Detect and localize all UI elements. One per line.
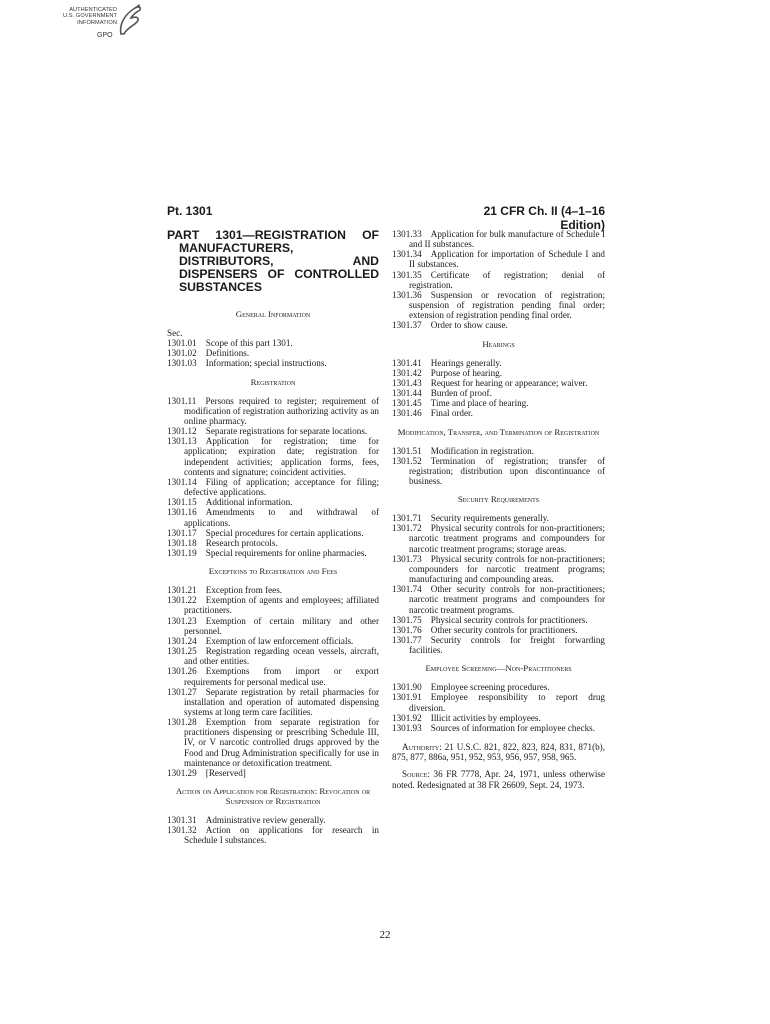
section-title: Exception from fees. (205, 585, 283, 596)
toc-entry (167, 585, 379, 595)
toc-entry (167, 497, 379, 507)
sec-label: Sec. (167, 328, 183, 338)
toc-entry (392, 320, 605, 330)
section-number: 1301.03 (167, 358, 197, 369)
section-title: Application for bulk manufacture of Schedule I and II substances. (409, 229, 605, 250)
toc-entry (392, 290, 605, 320)
toc-entry (167, 436, 379, 477)
section-number: 1301.76 (392, 624, 422, 635)
section-title: Registration regarding ocean vessels, aircraft, and other entities. (184, 646, 379, 667)
section-number: 1301.91 (392, 692, 422, 703)
section-heading: Hearings (482, 338, 515, 349)
section-number: 1301.14 (167, 476, 197, 487)
section-title: Administrative review generally. (205, 815, 326, 826)
toc-entry (392, 229, 605, 249)
logo-caption (57, 7, 117, 26)
section-title: Definitions. (205, 348, 250, 359)
toc-entry (392, 270, 605, 290)
section-number: 1301.74 (392, 584, 422, 595)
toc-entry (392, 615, 605, 625)
section-number: 1301.28 (167, 717, 197, 728)
toc-entry (392, 249, 605, 269)
section-title: Final order. (430, 408, 473, 419)
section-title: Other security controls for practitioners. (430, 624, 578, 635)
toc-entry (167, 815, 379, 825)
section-title: Order to show cause. (430, 320, 508, 331)
toc-entry (167, 348, 379, 358)
source-text: 36 FR 7778, Apr. 24, 1971, unless otherwise noted. Redesignated at 38 FR 26609, Sept. 24, 1973. (392, 769, 606, 790)
section-heading: Action on Application for Registration: Revocation or Suspension of Registration (175, 786, 371, 807)
toc-entry (392, 554, 605, 584)
section-heading: Registration (250, 376, 296, 387)
toc-entry (167, 595, 379, 615)
section-number: 1301.43 (392, 377, 422, 388)
section-number: 1301.41 (392, 357, 422, 368)
section-number: 1301.25 (167, 646, 197, 657)
section-heading: Employee Screening—Non-Practitioners (425, 663, 572, 674)
section-title: Scope of this part 1301. (205, 338, 293, 349)
toc-entry (167, 338, 379, 348)
section-title: Exemption from separate registration for practitioners dispensing or prescribing Schedule III, IV, or V narcotic controlled drugs approved by the Food and Drug Administration specifically for use in maintenance or detoxification treatment. (184, 717, 379, 768)
running-head-part: Pt. 1301 (167, 204, 213, 218)
section-heading: Security Requirements (457, 494, 540, 505)
section-number: 1301.75 (392, 614, 422, 625)
toc-entry (392, 723, 605, 733)
section-number: 1301.37 (392, 320, 422, 331)
toc-entry (167, 646, 379, 666)
section-number: 1301.42 (392, 367, 422, 378)
section-title: Security controls for freight forwarding facilities. (409, 635, 605, 656)
section-title: Research protocols. (205, 537, 278, 548)
section-number: 1301.22 (167, 595, 197, 606)
toc-entry (167, 528, 379, 538)
section-title: Information; special instructions. (205, 358, 327, 369)
toc-entry (392, 358, 605, 368)
section-title: Purpose of hearing. (430, 367, 502, 378)
section-number: 1301.15 (167, 497, 197, 508)
section-number: 1301.34 (392, 249, 422, 260)
section-number: 1301.01 (167, 338, 197, 349)
toc-entry (392, 682, 605, 692)
section-title: Physical security controls for practitioners. (430, 614, 588, 625)
toc-entry (392, 523, 605, 553)
authority-text: 21 U.S.C. 821, 822, 823, 824, 831, 871(b), 875, 877, 886a, 951, 952, 953, 956, 957, 958, 965. (392, 742, 605, 763)
section-number: 1301.13 (167, 436, 197, 447)
logo-line-1: AUTHENTICATED (69, 7, 117, 13)
section-number: 1301.18 (167, 537, 197, 548)
section-title: Exemption of law enforcement officials. (205, 635, 354, 646)
toc-entry (392, 408, 605, 418)
toc-entry (167, 666, 379, 686)
section-number: 1301.29 (167, 767, 197, 778)
section-title: Exemptions from import or export requirements for personal medical use. (184, 666, 379, 687)
section-title: Amendments to and withdrawal of applications. (184, 507, 379, 528)
section-number: 1301.44 (392, 388, 422, 399)
section-title: Hearings generally. (430, 357, 502, 368)
section-title: Exemption of certain military and other personnel. (184, 615, 379, 636)
section-title: Application for registration; time for application; expiration date; registration for independent activities; application forms, fees, contents and signature; coincident activities. (184, 436, 379, 477)
section-title: Persons required to register; requirement of modification of registration authorizing activity as an online pharmacy. (184, 395, 379, 426)
toc-entry (392, 513, 605, 523)
eagle-icon (115, 4, 143, 38)
section-title: Termination of registration; transfer of registration; distribution upon discontinuance of business. (409, 455, 605, 486)
toc-entry (167, 616, 379, 636)
section-number: 1301.93 (392, 722, 422, 733)
section-number: 1301.92 (392, 712, 422, 723)
section-title: Special requirements for online pharmacies. (205, 547, 367, 558)
toc-entry (392, 692, 605, 712)
section-title: Request for hearing or appearance; waiver. (430, 377, 588, 388)
section-number: 1301.27 (167, 686, 197, 697)
section-number: 1301.11 (167, 395, 197, 406)
section-number: 1301.46 (392, 408, 422, 419)
section-number: 1301.02 (167, 348, 197, 359)
toc-entry (167, 548, 379, 558)
section-title: Additional information. (205, 497, 293, 508)
section-number: 1301.31 (167, 815, 197, 826)
toc-entry (392, 378, 605, 388)
authority-note (392, 742, 605, 762)
toc-entry (392, 388, 605, 398)
section-title: [Reserved] (205, 767, 246, 778)
toc-entry (392, 635, 605, 655)
toc-entry (392, 456, 605, 486)
part-title: PART 1301—REGISTRATION OF MANUFACTURERS, DISTRIBUTORS, AND DISPENSERS OF CONTROLLED SUBSTANCES (167, 228, 379, 294)
section-number: 1301.26 (167, 666, 197, 677)
section-title: Exemption of agents and employees; affiliated practitioners. (184, 595, 379, 616)
toc-entry (392, 584, 605, 614)
section-number: 1301.71 (392, 513, 422, 524)
section-title: Modification in registration. (430, 445, 534, 456)
section-title: Filing of application; acceptance for filing; defective applications. (184, 476, 379, 498)
toc-entry (167, 717, 379, 768)
toc-entry (167, 687, 379, 717)
section-title: Security requirements generally. (430, 513, 550, 524)
source-label: Source: (402, 769, 430, 780)
section-title: Suspension or revocation of registration; suspension of registration pending final order; extension of registration pending final order. (409, 289, 605, 321)
section-title: Illicit activities by employees. (430, 712, 541, 723)
section-number: 1301.16 (167, 507, 197, 518)
section-title: Separate registration by retail pharmacies for installation and operation of automated dispensing systems at long term care facilities. (184, 686, 379, 717)
section-number: 1301.36 (392, 289, 422, 300)
section-number: 1301.77 (392, 635, 422, 645)
toc-entry (167, 636, 379, 646)
section-number: 1301.21 (167, 585, 197, 596)
section-title: Sources of information for employee checks. (430, 722, 595, 733)
page-number: 22 (379, 929, 391, 941)
section-title: Burden of proof. (430, 388, 492, 399)
section-number: 1301.35 (392, 269, 422, 280)
section-title: Time and place of hearing. (430, 398, 529, 409)
section-number: 1301.33 (392, 229, 422, 239)
section-number: 1301.45 (392, 398, 422, 409)
toc-entry (167, 477, 379, 497)
right-column (392, 229, 605, 797)
toc-entry (167, 426, 379, 436)
section-number: 1301.51 (392, 445, 422, 456)
toc-entry (392, 625, 605, 635)
section-title: Employee responsibility to report drug diversion. (409, 692, 605, 713)
logo-line-2: U.S. GOVERNMENT (62, 13, 117, 20)
gpo-authentication-logo (57, 4, 143, 44)
authority-label: Authority: (402, 742, 442, 753)
toc-entry (392, 368, 605, 378)
section-number: 1301.17 (167, 527, 197, 538)
section-title: Separate registrations for separate locations. (205, 426, 368, 437)
toc-entry (167, 396, 379, 426)
toc-entry (392, 398, 605, 408)
section-number: 1301.19 (167, 547, 197, 558)
section-number: 1301.72 (392, 523, 422, 534)
section-number: 1301.52 (392, 455, 422, 466)
section-title: Physical security controls for non-practitioners; narcotic treatment programs and compounders for narcotic treatment programs; storage areas. (409, 523, 605, 554)
section-number: 1301.23 (167, 615, 197, 626)
toc-entry (392, 713, 605, 723)
section-heading: Exceptions to Registration and Fees (208, 566, 338, 577)
section-title: Physical security controls for non-practitioners; compounders for narcotic treatment programs; manufacturing and compounding areas. (409, 553, 605, 585)
section-number: 1301.32 (167, 825, 197, 836)
section-number: 1301.73 (392, 553, 422, 564)
section-heading: Modification, Transfer, and Termination of Registration (397, 426, 600, 437)
toc-entry (167, 358, 379, 368)
logo-line-3: INFORMATION (77, 19, 117, 26)
section-title: Other security controls for non-practitioners; narcotic treatment programs and compounders for narcotic treatment programs. (409, 584, 605, 615)
section-number: 1301.24 (167, 635, 197, 646)
section-number: 1301.90 (392, 682, 422, 693)
source-note (392, 769, 605, 789)
logo-agency: GPO (97, 32, 113, 39)
section-number: 1301.12 (167, 426, 197, 437)
section-title: Application for importation of Schedule I and II substances. (409, 249, 605, 270)
toc-entry (167, 507, 379, 527)
toc-entry (167, 538, 379, 548)
toc-entry (167, 825, 379, 845)
running-head-title: 21 CFR Ch. II (4–1–16 Edition) (483, 204, 605, 232)
section-title: Action on applications for research in Schedule I substances. (184, 825, 379, 846)
section-title: Certificate of registration; denial of registration. (409, 269, 605, 290)
section-title: Employee screening procedures. (430, 682, 550, 693)
section-heading: General Information (235, 309, 311, 319)
left-column (167, 229, 379, 846)
toc-entry (392, 446, 605, 456)
toc-entry (167, 768, 379, 778)
section-title: Special procedures for certain applications. (205, 527, 364, 538)
